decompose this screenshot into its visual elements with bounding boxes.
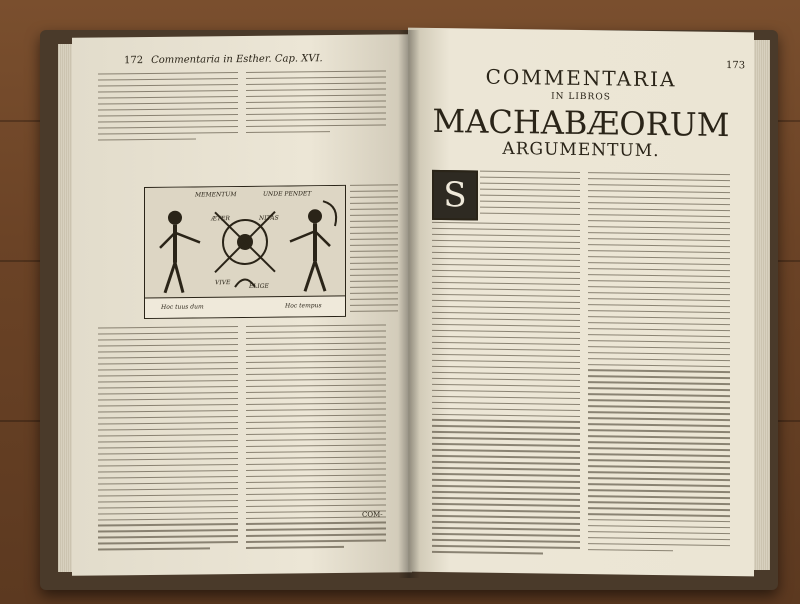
emblem-lower-right: ELIGE [249, 282, 269, 290]
title-in-libros: IN LIBROS [551, 91, 611, 103]
left-page [72, 34, 412, 576]
left-lower-col1 [98, 326, 238, 555]
dropcap-initial: S [432, 170, 478, 221]
emblem-caption-right: Hoc tempus [285, 302, 322, 310]
left-page-number: 172 [124, 55, 144, 67]
left-col2-text [246, 70, 386, 137]
right-col1-top [480, 171, 580, 220]
memento-mori-emblem [144, 185, 346, 319]
title-commentaria: COMMENTARIA [485, 64, 677, 92]
left-page-edges [58, 44, 72, 572]
emblem-lower-left: VIVE [215, 279, 231, 287]
emblem-top-right: UNDE PENDET [263, 190, 312, 198]
emblem-center-left: ÆTER [211, 215, 230, 223]
right-page-number: 173 [726, 60, 746, 72]
emblem-center-right: NITAS [259, 214, 279, 222]
book-gutter [398, 30, 420, 578]
emblem-top-left: MEMENTUM [195, 191, 237, 199]
right-page-edges [754, 40, 770, 570]
left-lower-col2 [246, 324, 386, 553]
left-col1-text [98, 72, 238, 145]
skeleton-emblem-icon [145, 186, 345, 318]
left-catchword: COM- [362, 510, 383, 519]
left-head-text: Commentaria in Esther. Cap. XVI. [151, 53, 323, 66]
left-emblem-side-text [350, 184, 398, 316]
title-machabaeorum: MACHABÆORUM [432, 101, 730, 145]
emblem-caption-left: Hoc tuus dum [161, 303, 204, 311]
title-argumentum: ARGUMENTUM. [502, 138, 660, 162]
right-page [408, 28, 754, 577]
right-col1-text [432, 222, 580, 559]
right-col2-text [588, 172, 730, 557]
left-running-head [124, 53, 323, 66]
